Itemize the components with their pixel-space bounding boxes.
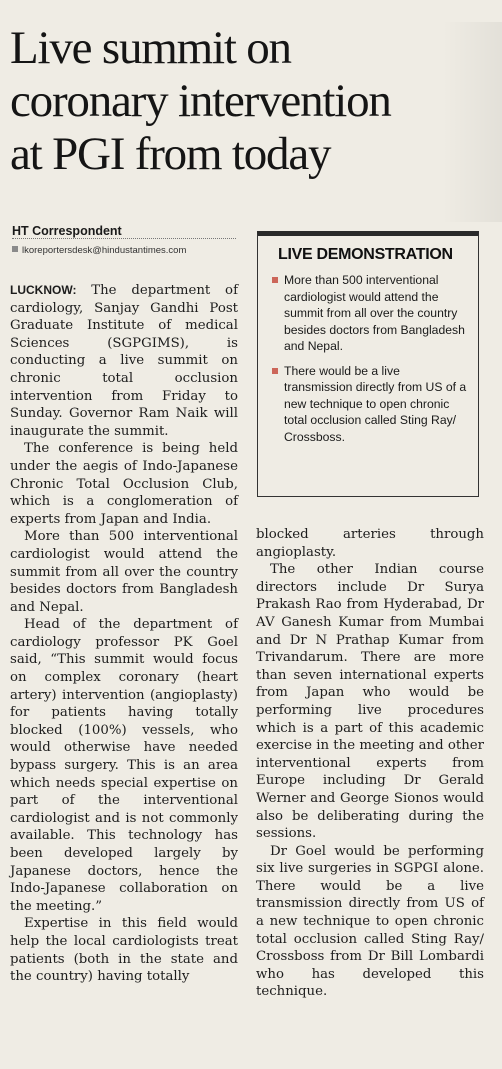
sidebar-item-text: More than 500 interventional cardiologist would attend the summit from all over the country besides doctors from Bangladesh and Nepal.	[284, 273, 465, 353]
body-paragraph: Dr Goel would be performing six live surgeries in SGPGI alone. There would be a live transmission directly from US of a new technique to open chronic total occlusion called Sting Ray/ Crossboss from Dr Bill Lombardi who has developed this technique.	[256, 843, 484, 1000]
sidebar-item	[270, 272, 468, 355]
sidebar-item	[270, 363, 468, 446]
body-paragraph: The conference is being held under the aegis of Indo-Japanese Chronic Total Occlusion Club, which is a conglomeration of experts from Japan and India.	[10, 441, 238, 527]
body-column-2	[256, 526, 484, 1001]
byline: HT Correspondent	[12, 224, 122, 238]
email-address[interactable]: lkoreportersdesk@hindustantimes.com	[22, 245, 187, 256]
email-line	[12, 245, 186, 256]
dateline: LUCKNOW:	[10, 283, 77, 297]
body-paragraph: Expertise in this field would help the local cardiologists treat patients (both in the state and the country) having totally	[10, 916, 238, 985]
body-paragraph	[10, 282, 238, 440]
body-paragraph: Head of the department of cardiology professor PK Goel said, “This summit would focus on complex coronary (heart artery) intervention (angioplasty) for patients having totally blocked (100%) vessels, who would otherwise have needed bypass surgery. This is an area which needs special expertise on part of the interventional cardiologist and is not commonly available. This technology has been developed largely by Japanese doctors, hence the Indo-Japanese collaboration on the meeting.”	[10, 617, 238, 914]
bullet-square-icon	[272, 368, 278, 374]
headline-line: Live summit on	[10, 22, 291, 74]
paragraph-text: The department of cardiology, Sanjay Gandhi Post Graduate Institute of medical Sciences (SGPGIMS), is conducting a live summit on chronic total occlusion intervention from Friday to Sunday. Governor Ram Naik will inaugurate the summit.	[10, 283, 238, 439]
bullet-square-icon	[12, 246, 18, 252]
headline-line: at PGI from today	[10, 128, 331, 180]
body-paragraph: The other Indian course directors include Dr Surya Prakash Rao from Hyderabad, Dr AV Ganesh Kumar from Mumbai and Dr N Prathap Kumar from Trivandarum. There are more than seven international experts from Japan who would be performing live procedures which is a part of this academic exercise in the meeting and other interventional experts from Europe including Dr Gerald Werner and George Sionos would also be deliberating during the sessions.	[256, 562, 484, 842]
bullet-square-icon	[272, 277, 278, 283]
headline-line: coronary intervention	[10, 75, 391, 127]
sidebar-item-text: There would be a live transmission directly from US of a new technique to open chronic total occlusion called Sting Ray/ Crossboss.	[284, 363, 467, 444]
body-column-1	[10, 282, 238, 986]
body-paragraph: More than 500 interventional cardiologist would attend the summit from all over the country besides doctors from Bangladesh and Nepal.	[10, 529, 238, 615]
byline-rule	[12, 238, 236, 239]
body-paragraph: blocked arteries through angioplasty.	[256, 527, 484, 560]
sidebar-box	[257, 231, 479, 497]
headline	[10, 22, 498, 181]
sidebar-title: LIVE DEMONSTRATION	[278, 246, 453, 263]
sidebar-list	[270, 272, 468, 445]
